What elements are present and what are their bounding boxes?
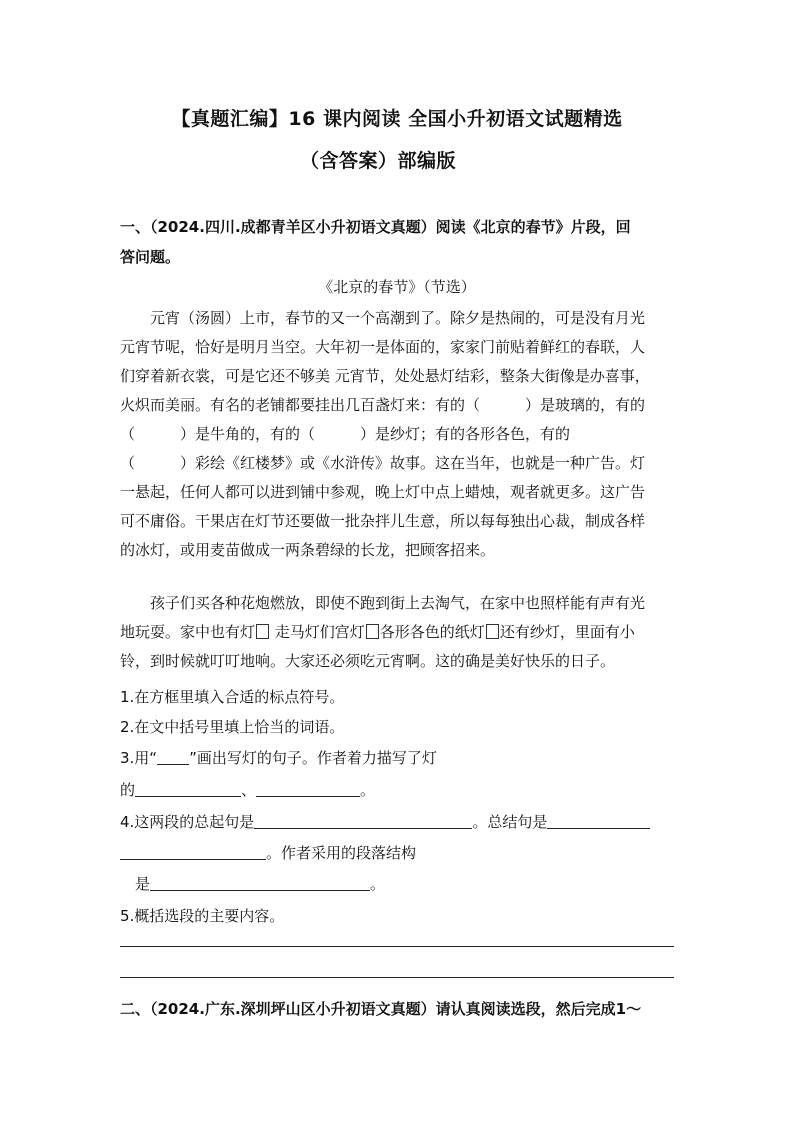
passage-paragraph-2 <box>120 589 680 676</box>
passage-text: 还有纱灯，里面有小 <box>499 623 635 641</box>
passage-line: 孩子们买各种花炮燃放，即使不跑到街上去淘气，在家中也照样能有声有光 <box>150 594 646 612</box>
question-item-1: 1.在方框里填入合适的标点符号。 <box>120 688 345 706</box>
passage-line: 元宵（汤圆）上市，春节的又一个高潮到了。除夕是热闹的，可是没有月光 <box>150 309 646 327</box>
question-item-5: 5.概括选段的主要内容。 <box>120 907 285 925</box>
punctuation-box[interactable] <box>486 624 499 639</box>
document-title: 【真题汇编】16 课内阅读 全国小升初语文试题精选 <box>171 108 623 130</box>
document-subtitle: （含答案）部编版 <box>300 150 457 172</box>
passage-line: 元宵节呢，恰好是明月当空。大年初一是体面的，家家门前贴着鲜红的春联，人 <box>120 338 646 356</box>
passage-paragraph-1 <box>120 304 680 565</box>
passage-line: 们穿着新衣裳，可是它还不够美 元宵节，处处悬灯结彩，整条大街像是办喜事， <box>120 367 650 385</box>
item-text: 4.这两段的总起句是 <box>120 813 255 831</box>
item-text: 。 <box>360 781 376 799</box>
item-text: 、 <box>241 781 257 799</box>
answer-blank[interactable] <box>157 748 189 765</box>
item-text: 是 <box>135 875 151 893</box>
passage-text: 走马灯们宫灯 <box>270 623 365 641</box>
answer-blank[interactable] <box>254 812 472 829</box>
passage-line: 火炽而美丽。有名的老铺都要挂出几百盏灯来：有的（ ）是玻璃的，有的 <box>120 396 646 414</box>
passage-title: 《北京的春节》（节选） <box>318 278 476 296</box>
question-1-heading-line1: 一、（2024.四川.成都青羊区小升初语文真题）阅读《北京的春节》片段，回 <box>120 218 631 236</box>
passage-text: 地玩耍。家中也有灯 <box>120 623 256 641</box>
answer-blank[interactable] <box>135 780 241 797</box>
question-1-heading-line2: 答问题。 <box>120 248 181 266</box>
question-item-3 <box>120 744 437 772</box>
question-item-2: 2.在文中括号里填上恰当的词语。 <box>120 718 345 736</box>
item-text: 3.用“ <box>120 749 158 767</box>
item-text: 。总结句是 <box>472 813 548 831</box>
question-2-heading-line1: 二、（2024.广东.深圳坪山区小升初语文真题）请认真阅读选段，然后完成1～ <box>120 1000 642 1018</box>
passage-line: 可不庸俗。干果店在灯节还要做一批杂拌儿生意，所以每每独出心裁，制成各样 <box>120 512 646 530</box>
punctuation-box[interactable] <box>256 624 269 639</box>
answer-blank[interactable] <box>150 874 370 891</box>
question-item-4 <box>120 808 650 836</box>
item-text: 的 <box>120 781 136 799</box>
passage-line: （ ）是牛角的，有的（ ）是纱灯；有的各形各色，有的 <box>120 425 571 443</box>
punctuation-box[interactable] <box>366 624 379 639</box>
item-text: 。 <box>370 875 386 893</box>
passage-line: 一悬起，任何人都可以进到铺中参观，晚上灯中点上蜡烛，观者就更多。这广告 <box>120 483 646 501</box>
passage-line: （ ）彩绘《红楼梦》或《水浒传》故事。这在当年，也就是一种广告。灯 <box>120 454 646 472</box>
passage-text: 各形各色的纸灯 <box>379 623 485 641</box>
question-1-heading <box>120 212 680 272</box>
answer-line[interactable] <box>120 946 674 947</box>
item-text: 。作者采用的段落结构 <box>266 844 417 862</box>
passage-line: 铃，到时候就叮叮地响。大家还必须吃元宵啊。这的确是美好快乐的日子。 <box>120 652 616 670</box>
passage-line-with-boxes <box>120 618 680 647</box>
answer-blank[interactable] <box>547 812 650 829</box>
answer-blank[interactable] <box>256 780 360 797</box>
question-item-4-line2 <box>120 839 416 867</box>
question-item-4-line3 <box>135 870 385 898</box>
item-text: ”画出写灯的句子。作者着力描写了灯 <box>189 749 437 767</box>
answer-blank[interactable] <box>120 843 266 860</box>
question-2-heading <box>120 994 680 1024</box>
passage-line: 的冰灯，或用麦苗做成一两条碧绿的长龙，把顾客招来。 <box>120 541 496 559</box>
answer-line[interactable] <box>120 977 674 978</box>
question-item-3-blanks <box>120 776 375 804</box>
